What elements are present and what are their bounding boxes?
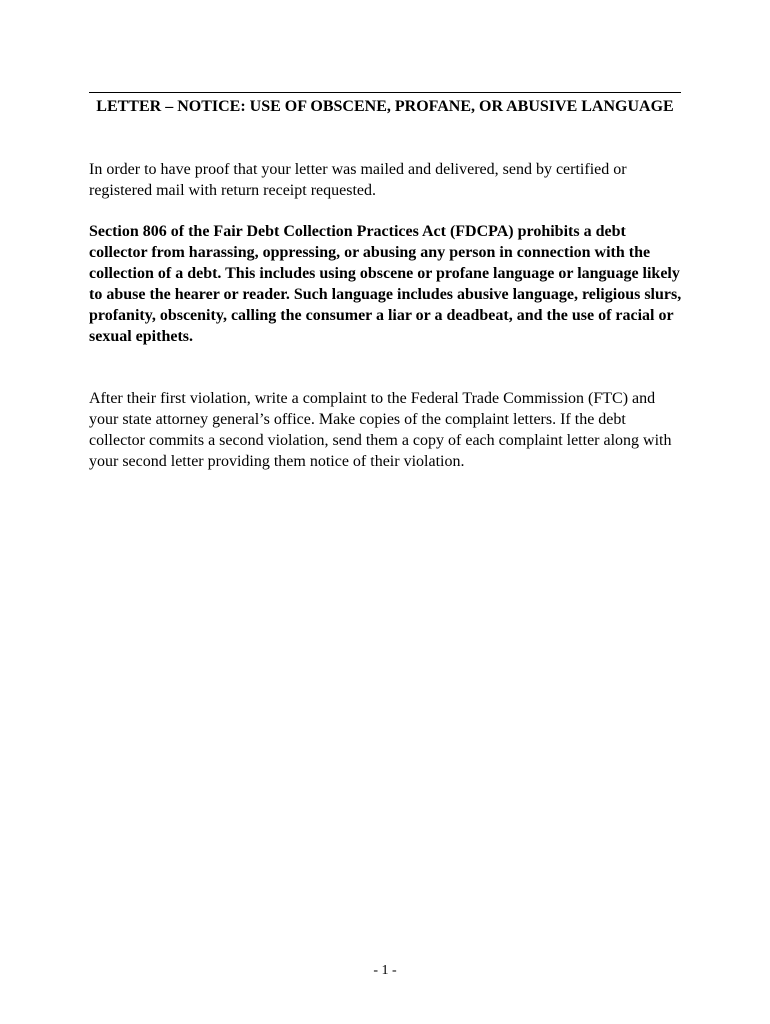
- letter-title: LETTER – NOTICE: USE OF OBSCENE, PROFANE, OR ABUSIVE LANGUAGE: [96, 98, 674, 115]
- fdcpa-section-806-paragraph: Section 806 of the Fair Debt Collection Practices Act (FDCPA) prohibits a debt collector from harassing, oppressing, or abusing any person in connection with the collection of a debt. This includes using obscene or profane language or language likely to abuse the hearer or reader. Such language includes abusive language, religious slurs, profanity, obscenity, calling the consumer a liar or a deadbeat, and the use of racial or sexual epithets.: [89, 223, 682, 345]
- complaint-instructions-paragraph: After their first violation, write a complaint to the Federal Trade Commission (FTC) and your state attorney general’s office. Make copies of the complaint letters. If the debt collector commits a second violation, send them a copy of each complaint letter along with your second letter providing them notice of their violation.: [89, 390, 672, 470]
- mailing-instructions-paragraph: In order to have proof that your letter was mailed and delivered, send by certified or registered mail with return receipt requested.: [89, 161, 627, 199]
- header-rule: [89, 92, 681, 93]
- page-number: - 1 -: [373, 963, 397, 978]
